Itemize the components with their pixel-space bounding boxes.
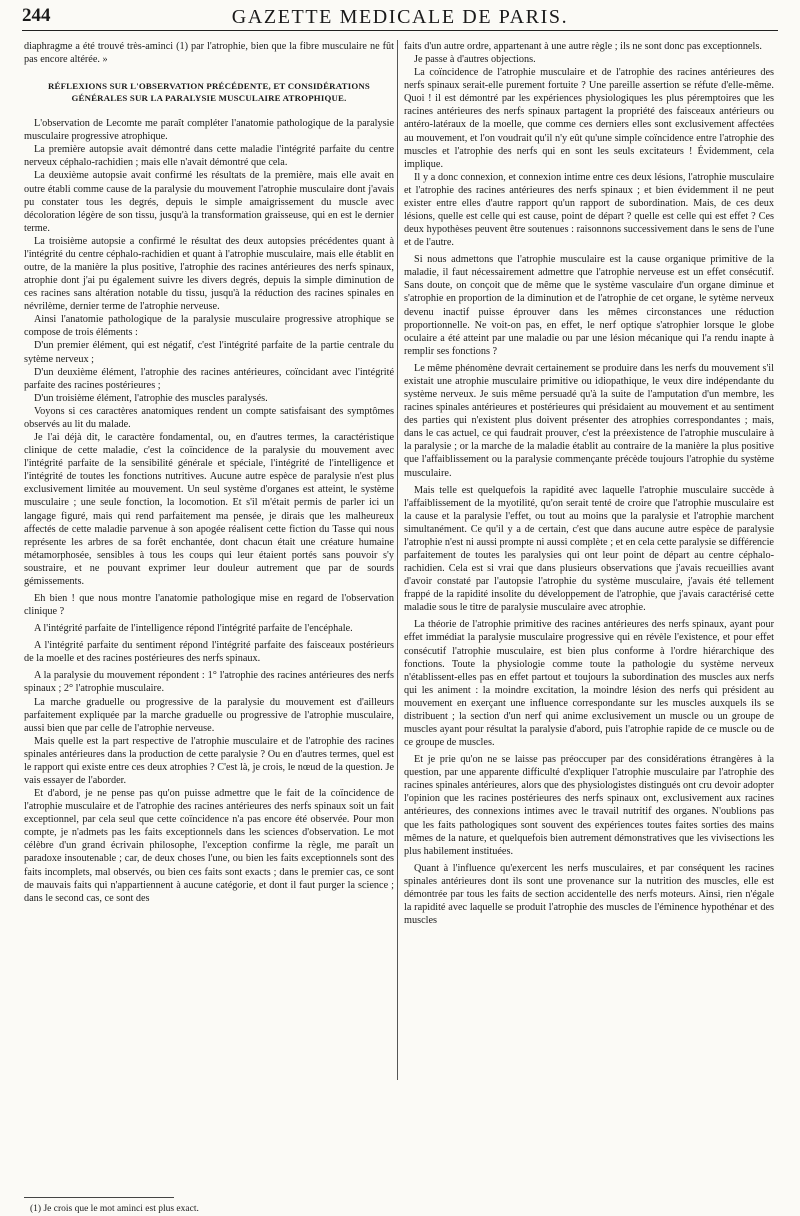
paragraph: La troisième autopsie a confirmé le résultat des deux autopsies précédentes quant à l'intégrité du centre céphalo-rachidien et quant à l'atrophie musculaire, mais elle établit en outre, de la manière la plus positive, l'atrophie des racines antérieures des nerfs spinaux, atrophie dont j'ai pu également suivre les divers degrés, depuis la simple diminution de ces racines sans altération notable du tissu, jusqu'à la réduction des racines spinales en névrilème, dernier terme de l'atrophie nerveuse.	[24, 235, 394, 313]
column-divider	[397, 40, 398, 1080]
section-heading: RÉFLEXIONS SUR L'OBSERVATION PRÉCÉDENTE, ET CONSIDÉRATIONS GÉNÉRALES SUR LA PARALYSIE MUSCULAIRE ATROPHIQUE.	[47, 81, 371, 104]
page-number: 244	[22, 5, 51, 26]
running-header	[22, 4, 778, 31]
paragraph: A la paralysie du mouvement répondent : 1° l'atrophie des racines antérieures des nerfs spinaux ; 2° l'atrophie musculaire.	[24, 670, 394, 695]
paragraph: D'un deuxième élément, l'atrophie des racines antérieures, coïncidant avec l'intégrité parfaite des racines postérieures ;	[24, 366, 394, 391]
paragraph: La deuxième autopsie avait confirmé les résultats de la première, mais elle avait en outre établi comme cause de la paralysie du mouvement l'atrophie musculaire dont j'avais pu constater tous les degrés, depuis le simple amaigrissement du muscle avec décoloration légère de son tissu, jusqu'à la transformation graisseuse, qui en est le dernier terme.	[24, 170, 394, 234]
paragraph: Voyons si ces caractères anatomiques rendent un compte satisfaisant des symptômes observés au lit du malade.	[24, 405, 394, 430]
paragraph: La première autopsie avait démontré dans cette maladie l'intégrité parfaite du centre nerveux céphalo-rachidien ; mais elle n'avait démontré que cela.	[24, 144, 394, 169]
paragraph: Et d'abord, je ne pense pas qu'on puisse admettre que le fait de la coïncidence de l'atrophie musculaire et de l'atrophie des racines antérieures des nerfs spinaux soit un fait exceptionnel, par cela seul que cette coïncidence n'a pas encore été observée. Pour mon compte, je n'admets pas les faits exceptionnels dans les sciences d'observation. Le mot célèbre d'un grand écrivain philosophe, l'exception confirme la règle, me paraît un paradoxe insoutenable ; car, de deux choses l'une, ou bien les faits exceptionnels sont des faits incomplets, mal observés, ou bien ces faits sont exacts ; dans le premier cas, ce sont de mauvais faits qui n'appartiennent à aucune catégorie, et dont il faut purger la science ; dans le second cas, ce sont des	[24, 788, 394, 904]
paragraph: Et je prie qu'on ne se laisse pas préoccuper par des considérations étrangères à la question, par une apparente difficulté d'expliquer l'atrophie musculaire par l'atrophie des racines spinales antérieures, alors que des physiologistes distingués ont cru devoir adopter l'opinion que les racines postérieures des nerfs spinaux ont, exclusivement aux racines antérieures, des connexions intimes avec le travail nutritif des organes. N'oublions pas que les faits pathologiques sont souvent des expériences toutes faites sorties des mains mêmes de la nature, et quelquefois bien autrement démonstratives que les vivisections les plus habilement instituées.	[404, 754, 774, 857]
journal-title: GAZETTE MEDICALE DE PARIS.	[231, 5, 569, 28]
footnote-divider	[24, 1197, 174, 1198]
intro-text: diaphragme a été trouvé très-aminci (1) par l'atrophie, bien que la fibre musculaire ne fût pas encore altérée. »	[24, 41, 394, 66]
paragraph: Quant à l'influence qu'exercent les nerfs musculaires, et par conséquent les racines spinales antérieures dont ils sont une provenance sur la nutrition des muscles, elle est démontrée par tous les faits de section accidentelle des nerfs moteurs. Ainsi, rien n'égale la rapidité avec laquelle se produit l'atrophie des muscles de l'éminence hypothénar et des muscles	[404, 862, 774, 927]
paragraph: Il y a donc connexion, et connexion intime entre ces deux lésions, l'atrophie musculaire et l'atrophie des racines antérieures des nerfs spinaux ; et bien évidemment il ne peut exister entre elles d'autre rapport qu'un rapport de subordination. Mais, de ces deux lésions, quelle est celle qui est cause, point de départ ? quelle est celle qui est effet ? Ces deux hypothèses peuvent être soutenues : raisonnons successivement dans le sens de l'une et de l'autre.	[404, 171, 774, 249]
paragraph: Je passe à d'autres objections.	[414, 54, 536, 66]
paragraph: Mais telle est quelquefois la rapidité avec laquelle l'atrophie musculaire succède à l'affaiblissement de la myotilité, qu'on serait tenté de croire que l'atrophie musculaire est la cause et la paralysie l'effet, ou tout au moins que la paralysie et l'atrophie marchent simultanément. Ce qu'il y a de certain, c'est que dans aucune autre espèce de paralysie l'atrophie n'est ni aussi prompte ni aussi complète ; et en cela cette paralysie se différencie parfaitement de toutes les paralysies qui ont leur point de départ au centre céphalo-rachidien. Cela est si vrai que dans plusieurs observations que j'avais recueillies avant d'avoir constaté par l'autopsie l'atrophie du système musculaire, j'avais été tellement frappé de la rapidité insolite du développement de l'atrophie, que j'avais caractérisé cette maladie sous le titre de paralysie musculaire avec atrophie.	[404, 484, 774, 614]
left-column	[24, 40, 394, 1214]
paragraph: La coïncidence de l'atrophie musculaire et de l'atrophie des racines antérieures des nerfs spinaux serait-elle purement fortuite ? Une pareille assertion se réfute d'elle-même. Quoi ! il est démontré par les expériences physiologiques les plus péremptoires que les racines antérieures des nerfs spinaux partagent la propriété des faisceaux antérieurs ou antéro-latéraux de la moelle, que comme ces derniers elles sont exclusivement affectées au mouvement, et l'on voudrait qu'il n'y eût qu'une simple coïncidence entre l'atrophie des muscles et l'atrophie des nerfs qui en sont les seuls excitateurs ! Évidemment, cela implique.	[404, 67, 774, 170]
paragraph: La théorie de l'atrophie primitive des racines antérieures des nerfs spinaux, ayant pour effet immédiat la paralysie musculaire progressive qui en révèle l'existence, et pour effet consécutif l'atrophie musculaire, est bien plus conforme à l'ordre hiérarchique des fonctions. Toute la physiologie comme toute la pathologie du système nerveux n'établissent-elles pas en effet partout et toujours la subordination des muscles aux nerfs qui les animent : la moindre excitation, la moindre lésion des nerfs qui président au mouvement en exerçant une influence correspondante sur les muscles auxquels ils se distribuent ; la section d'un nerf qui anime exclusivement un muscle ou un groupe de muscles ayant pour résultat la paralysie d'abord, puis l'atrophie rapide de ce muscle ou de ce groupe de muscles.	[404, 619, 774, 749]
paragraph: L'observation de Lecomte me paraît compléter l'anatomie pathologique de la paralysie musculaire progressive atrophique.	[24, 118, 394, 143]
paragraph: Si nous admettons que l'atrophie musculaire est la cause organique primitive de la maladie, il faut nécessairement admettre que l'atrophie nerveuse est un effet consécutif. Sans doute, on conçoit que de même que le système vasculaire d'un organe diminue et s'atrophie en proportion de la diminution et de l'atrophie de cet organe, le sytème nerveux devenu inactif puisse éprouver dans les mêmes circonstances une réduction proportionnelle. Ne voit-on pas, en effet, le nerf optique s'atrophier lorsque le globe oculaire a été atteint par une maladie ou par une lésion mécanique qui l'a rendu inapte à remplir ses fonctions ?	[404, 254, 774, 357]
paragraph: Mais quelle est la part respective de l'atrophie musculaire et de l'atrophie des racines spinales antérieures dans la production de cette paralysie ? Ou en d'autres termes, quel est le rapport qui existe entre ces deux atrophies ? C'est là, je crois, le nœud de la question. Je vais essayer de l'aborder.	[24, 735, 394, 786]
paragraph: Je l'ai déjà dit, le caractère fondamental, ou, en d'autres termes, la caractéristique clinique de cette maladie, c'est la coïncidence de la paralysie du mouvement avec l'intégrité parfaite de la sensibilité générale et spéciale, l'intégrité de l'intelligence et l'intégrité de toutes les fonctions nutritives. Aucune autre espèce de paralysie n'est plus exclusivement limitée au mouvement. Un seul système d'organes est atteint, le système musculaire ; une seule fonction, la locomotion. Et s'il m'était permis de parler ici un langage figuré, mais qui rend parfaitement ma pensée, je dirais que les malheureux affectés de cette maladie parvenue à son apogée réalisent cette fiction du Tasse qui nous représente les arbres de sa forêt enchantée, dont chacun était une créature humaine métamorphosée, sensibles à tous les coups qui leur étaient portés sans pouvoir s'y soustraire, et ne pouvant exprimer leur douleur autrement que par de sourds gémissements.	[24, 432, 394, 587]
paragraph: Eh bien ! que nous montre l'anatomie pathologique mise en regard de l'observation clinique ?	[24, 592, 394, 618]
paragraph: A l'intégrité parfaite du sentiment répond l'intégrité parfaite des faisceaux postérieurs de la moelle et des racines postérieures des nerfs spinaux.	[24, 640, 394, 665]
paragraph: faits d'un autre ordre, appartenant à une autre règle ; ils ne sont donc pas exceptionnels.	[404, 41, 762, 52]
right-column	[404, 40, 774, 1080]
paragraph: D'un troisième élément, l'atrophie des muscles paralysés.	[34, 392, 268, 404]
paragraph: La marche graduelle ou progressive de la paralysie du mouvement est d'ailleurs parfaitement expliquée par la marche graduelle ou progressive de l'atrophie musculaire, aussi bien que par celle de l'atrophie nerveuse.	[24, 696, 394, 734]
paragraph: A l'intégrité parfaite de l'intelligence répond l'intégrité parfaite de l'encéphale.	[34, 623, 353, 635]
paragraph: Ainsi l'anatomie pathologique de la paralysie musculaire progressive atrophique se compose de trois éléments :	[24, 314, 394, 339]
footnote: (1) Je crois que le mot aminci est plus exact.	[30, 1203, 199, 1214]
paragraph: Le même phénomène devrait certainement se produire dans les nerfs du mouvement s'il existait une atrophie musculaire primitive ou idiopathique, le veux dire indépendante du système nerveux. Je suis même persuadé qu'à la suite de l'amputation d'un membre, les racines spinales antérieures et postérieures qui présidaient au mouvement et au sentiment des parties qui n'existent plus doivent présenter des atrophies correspondantes ; mais, dans le cas actuel, ce qui faudrait prouver, c'est la préexistence de l'atrophie musculaire à la paralysie ; or la marche de la maladie établit au contraire de la manière la plus positive que l'affaiblissement ou la paralysie commençante précède toujours l'atrophie du système musculaire.	[404, 362, 774, 479]
paragraph: D'un premier élément, qui est négatif, c'est l'intégrité parfaite de la partie centrale du sytème nerveux ;	[24, 340, 394, 365]
